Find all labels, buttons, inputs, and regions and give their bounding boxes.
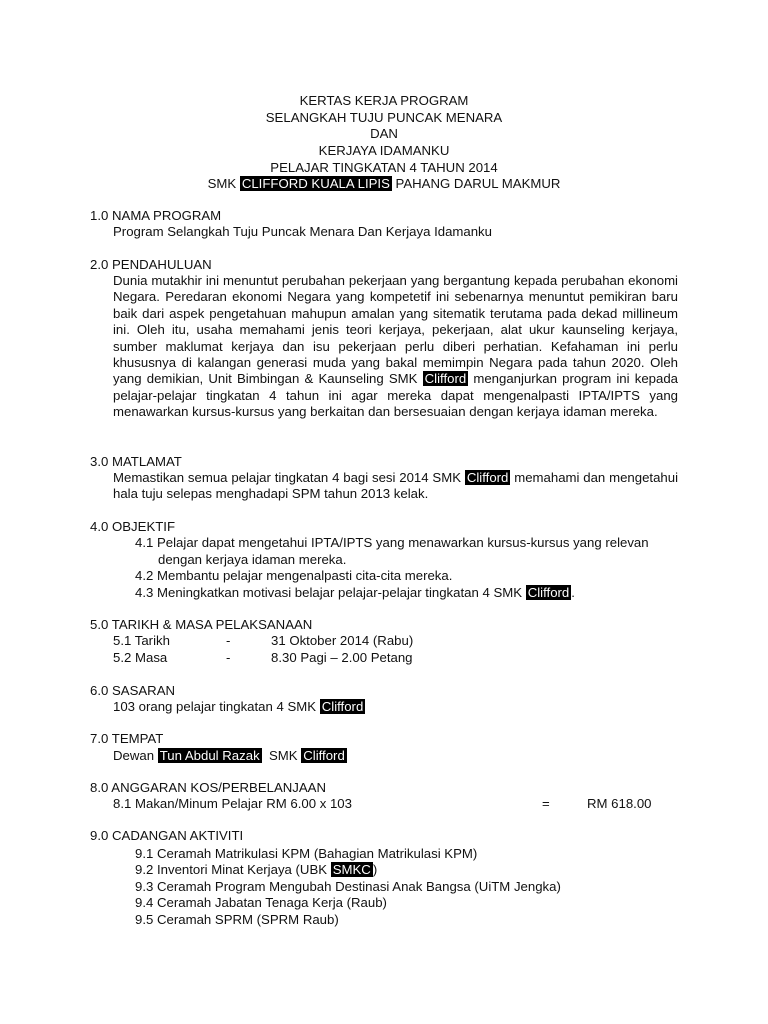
date-label: 5.1 Tarikh [113, 633, 170, 648]
budget-equals: = [542, 796, 550, 811]
target-group-title: PELAJAR TINGKATAN 4 TAHUN 2014 [270, 160, 498, 175]
goal-text-end: memahami dan mengetahui hala tuju selepas menghadapi SPM tahun 2013 kelak. [113, 470, 679, 502]
redacted-school-name: Clifford [321, 699, 364, 714]
redacted-hall-name: Tun Abdul Razak [159, 748, 260, 763]
target-text-start: 103 orang pelajar tingkatan 4 SMK [113, 699, 320, 714]
venue-text [113, 748, 347, 764]
date-value: 31 Oktober 2014 (Rabu) [271, 633, 414, 648]
objective-text: 4.3 Meningkatkan motivasi belajar pelajar-pelajar tingkatan 4 SMK [135, 585, 526, 600]
redacted-school-code: SMKC [332, 862, 371, 877]
activity-text: 9.2 Inventori Minat Kerjaya (UBK [135, 862, 331, 877]
activity-item: 9.1 Ceramah Matrikulasi KPM (Bahagian Matrikulasi KPM) [135, 846, 478, 861]
objective-item: 4.2 Membantu pelajar mengenalpasti cita-cita mereka. [135, 568, 453, 583]
section-heading-objectives: 4.0 OBJEKTIF [90, 519, 176, 534]
goal-text-start: Memastikan semua pelajar tingkatan 4 bagi sesi 2014 SMK [113, 470, 465, 485]
section-heading-goal: 3.0 MATLAMAT [90, 454, 182, 469]
introduction-text-end: menganjurkan program ini kepada pelajar-pelajar tingkatan 4 tahun ini agar mereka dapat mengenalpasti IPTA/IPTS yang menawarkan kursus-kursus yang berkaitan dan bersesuaian dengan kerjaya idaman mereka. [113, 371, 679, 420]
school-prefix: SMK [207, 176, 240, 191]
goal-paragraph [113, 470, 678, 503]
introduction-text-start: Dunia mutakhir ini menuntut perubahan pekerjaan yang bergantung kepada perubahan ekonomi Negara. Peredaran ekonomi Negara yang kompetetif ini sebenarnya menuntut pemikiran baru baik dari aspek pengetahuan mahupun amalan yang sitematik terutama pada dekad millineum ini. Oleh itu, usaha memahami jenis teori kerjaya, pekerjaan, alat ukur kaunseling kerjaya, sumber maklumat kerjaya dan isu pekerjaan perlu diberi perhatian. Kefahaman ini perlu khususnya di kalangan generasi muda yang bakal memimpin Negara pada tahun 2020. Oleh yang demikian, Unit Bimbingan & Kaunseling SMK [113, 273, 678, 387]
activity-item: 9.3 Ceramah Program Mengubah Destinasi Anak Bangsa (UiTM Jengka) [135, 879, 561, 894]
section-heading-program-name: 1.0 NAMA PROGRAM [90, 208, 222, 223]
budget-item: 8.1 Makan/Minum Pelajar RM 6.00 x 103 [113, 796, 352, 811]
redacted-school-name: CLIFFORD KUALA LIPIS [241, 176, 390, 191]
venue-mid: SMK [261, 748, 302, 763]
redacted-school-name: Clifford [527, 585, 570, 600]
time-dash: - [226, 650, 231, 665]
section-heading-introduction: 2.0 PENDAHULUAN [90, 257, 212, 272]
objective-item: 4.1 Pelajar dapat mengetahui IPTA/IPTS yang menawarkan kursus-kursus yang relevan [135, 535, 649, 550]
activity-item: 9.4 Ceramah Jabatan Tenaga Kerja (Raub) [135, 895, 387, 910]
program-subtitle: KERJAYA IDAMANKU [318, 143, 450, 158]
title-conjunction: DAN [370, 126, 398, 141]
program-title: SELANGKAH TUJU PUNCAK MENARA [265, 110, 503, 125]
objective-item-continuation: dengan kerjaya idaman mereka. [158, 552, 347, 567]
section-heading-schedule: 5.0 TARIKH & MASA PELAKSANAAN [90, 617, 313, 632]
school-suffix: PAHANG DARUL MAKMUR [391, 176, 561, 191]
redacted-school-name: Clifford [424, 371, 467, 387]
time-value: 8.30 Pagi – 2.00 Petang [271, 650, 413, 665]
target-text [113, 699, 365, 715]
introduction-paragraph [113, 273, 678, 421]
budget-total: RM 618.00 [587, 796, 652, 811]
program-name-text: Program Selangkah Tuju Puncak Menara Dan Kerjaya Idamanku [113, 224, 492, 239]
doc-title: KERTAS KERJA PROGRAM [299, 93, 469, 108]
time-label: 5.2 Masa [113, 650, 168, 665]
redacted-school-name: Clifford [303, 748, 345, 763]
school-title [0, 176, 768, 192]
section-heading-venue: 7.0 TEMPAT [90, 731, 164, 746]
venue-prefix: Dewan [113, 748, 158, 763]
section-heading-activities: 9.0 CADANGAN AKTIVITI [90, 828, 244, 843]
section-heading-target: 6.0 SASARAN [90, 683, 176, 698]
activity-item [135, 862, 377, 878]
objective-item [135, 585, 575, 601]
date-dash: - [226, 633, 231, 648]
activity-item: 9.5 Ceramah SPRM (SPRM Raub) [135, 912, 339, 927]
redacted-school-name: Clifford [466, 470, 509, 485]
activity-text-end: ) [372, 862, 378, 877]
objective-text-end: . [571, 585, 575, 600]
section-heading-budget: 8.0 ANGGARAN KOS/PERBELANJAAN [90, 780, 326, 795]
